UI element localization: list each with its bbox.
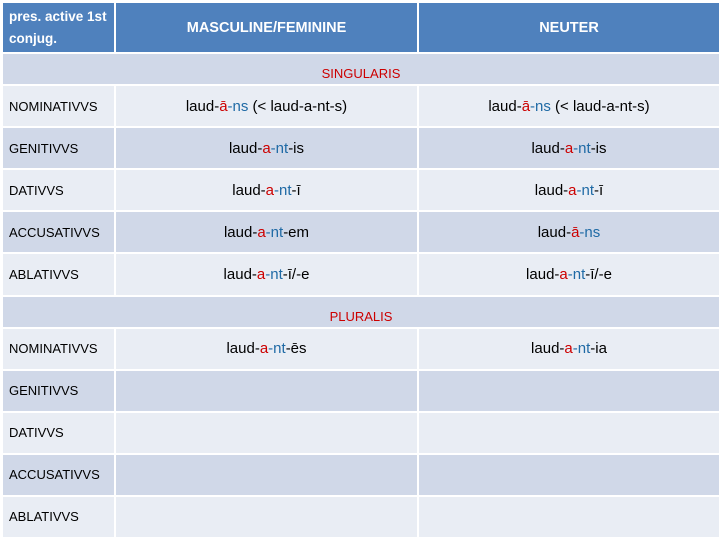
form-segment-stem: -ī/-e bbox=[585, 265, 612, 283]
form-segment-suffix: -ns bbox=[579, 223, 601, 241]
case-label: ABLATIVVS bbox=[2, 496, 115, 538]
form-segment-stem: laud- bbox=[531, 139, 565, 157]
form-segment-stem: -ī/-e bbox=[282, 265, 310, 283]
form-segment-suffix: -nt bbox=[572, 340, 591, 358]
column-header-neuter: NEUTER bbox=[418, 2, 720, 53]
form-neuter bbox=[418, 127, 720, 169]
form-segment-stem: -ēs bbox=[285, 340, 307, 358]
form-segment-stem: (< laud-a-nt-s) bbox=[550, 97, 650, 115]
section-label-singular: SINGULARIS bbox=[2, 53, 720, 85]
form-segment-suffix: -nt bbox=[268, 340, 286, 358]
form-segment-vowel: a bbox=[257, 223, 266, 241]
form-segment-stem: laud- bbox=[185, 97, 220, 115]
plural-row-ablativvs bbox=[2, 496, 720, 538]
form-neuter bbox=[418, 85, 720, 127]
plural-row-nominativvs bbox=[2, 328, 720, 370]
section-row-singular bbox=[2, 53, 720, 85]
form-masculine-feminine bbox=[115, 412, 418, 454]
form-neuter bbox=[418, 169, 720, 211]
form-segment-stem: laud- bbox=[531, 340, 565, 358]
form-segment-stem: laud- bbox=[537, 223, 572, 241]
form-segment-vowel: ā bbox=[571, 223, 580, 241]
form-neuter bbox=[418, 370, 720, 412]
form-segment-suffix: -nt bbox=[270, 139, 289, 157]
form-segment-stem: -is bbox=[590, 139, 607, 157]
form-segment-suffix: -nt bbox=[265, 223, 284, 241]
form-segment-suffix: -ns bbox=[227, 97, 249, 115]
form-segment-vowel: ā bbox=[521, 97, 531, 115]
form-segment-vowel: a bbox=[564, 139, 574, 157]
form-segment-stem: laud- bbox=[223, 223, 258, 241]
form-neuter bbox=[418, 496, 720, 538]
case-label: DATIVVS bbox=[2, 412, 115, 454]
case-label: GENITIVVS bbox=[2, 127, 115, 169]
form-segment-suffix: -nt bbox=[567, 265, 586, 283]
case-label: GENITIVVS bbox=[2, 370, 115, 412]
form-segment-vowel: ā bbox=[219, 97, 228, 115]
form-segment-stem: laud- bbox=[534, 181, 569, 199]
form-segment-stem: -em bbox=[283, 223, 310, 241]
form-masculine-feminine bbox=[115, 211, 418, 253]
section-row-plural bbox=[2, 296, 720, 328]
form-segment-vowel: a bbox=[568, 181, 577, 199]
singular-row-genitivvs bbox=[2, 127, 720, 169]
section-label-plural: PLURALIS bbox=[2, 296, 720, 328]
form-neuter bbox=[418, 211, 720, 253]
form-neuter bbox=[418, 412, 720, 454]
case-label: ACCUSATIVVS bbox=[2, 454, 115, 496]
form-masculine-feminine bbox=[115, 370, 418, 412]
form-segment-stem: laud- bbox=[488, 97, 522, 115]
plural-row-dativvs bbox=[2, 412, 720, 454]
form-segment-vowel: a bbox=[259, 340, 269, 358]
form-segment-vowel: a bbox=[262, 139, 271, 157]
form-segment-stem: -ī bbox=[291, 181, 301, 199]
form-segment-stem: -ia bbox=[590, 340, 607, 358]
form-masculine-feminine bbox=[115, 169, 418, 211]
form-segment-stem: (< laud-a-nt-s) bbox=[248, 97, 348, 115]
form-neuter bbox=[418, 328, 720, 370]
form-segment-stem: laud- bbox=[226, 340, 260, 358]
form-masculine-feminine bbox=[115, 328, 418, 370]
form-masculine-feminine bbox=[115, 127, 418, 169]
form-neuter bbox=[418, 253, 720, 295]
column-header-masculine-feminine: MASCULINE/FEMININE bbox=[115, 2, 418, 53]
form-segment-vowel: a bbox=[265, 181, 274, 199]
form-segment-suffix: -nt bbox=[274, 181, 292, 199]
form-segment-vowel: a bbox=[559, 265, 568, 283]
form-masculine-feminine bbox=[115, 85, 418, 127]
form-segment-stem: -ī bbox=[594, 181, 604, 199]
declension-table bbox=[1, 1, 720, 539]
case-label: NOMINATIVVS bbox=[2, 328, 115, 370]
case-label: DATIVVS bbox=[2, 169, 115, 211]
form-segment-stem: laud- bbox=[232, 181, 266, 199]
form-masculine-feminine bbox=[115, 454, 418, 496]
corner-label: pres. active 1st conjug. bbox=[2, 2, 115, 53]
form-neuter bbox=[418, 454, 720, 496]
header-row bbox=[2, 2, 720, 53]
form-segment-suffix: -nt bbox=[576, 181, 595, 199]
form-segment-suffix: -nt bbox=[265, 265, 283, 283]
singular-row-ablativvs bbox=[2, 253, 720, 295]
form-segment-stem: laud- bbox=[223, 265, 257, 283]
form-segment-suffix: -ns bbox=[530, 97, 551, 115]
singular-row-nominativvs bbox=[2, 85, 720, 127]
form-masculine-feminine bbox=[115, 253, 418, 295]
form-segment-vowel: a bbox=[256, 265, 266, 283]
form-segment-stem: laud- bbox=[526, 265, 560, 283]
case-label: ABLATIVVS bbox=[2, 253, 115, 295]
form-masculine-feminine bbox=[115, 496, 418, 538]
case-label: NOMINATIVVS bbox=[2, 85, 115, 127]
form-segment-stem: laud- bbox=[228, 139, 263, 157]
form-segment-stem: -is bbox=[288, 139, 305, 157]
plural-row-genitivvs bbox=[2, 370, 720, 412]
plural-row-accusativvs bbox=[2, 454, 720, 496]
form-segment-suffix: -nt bbox=[573, 139, 591, 157]
singular-row-dativvs bbox=[2, 169, 720, 211]
form-segment-vowel: a bbox=[564, 340, 573, 358]
case-label: ACCUSATIVVS bbox=[2, 211, 115, 253]
singular-row-accusativvs bbox=[2, 211, 720, 253]
